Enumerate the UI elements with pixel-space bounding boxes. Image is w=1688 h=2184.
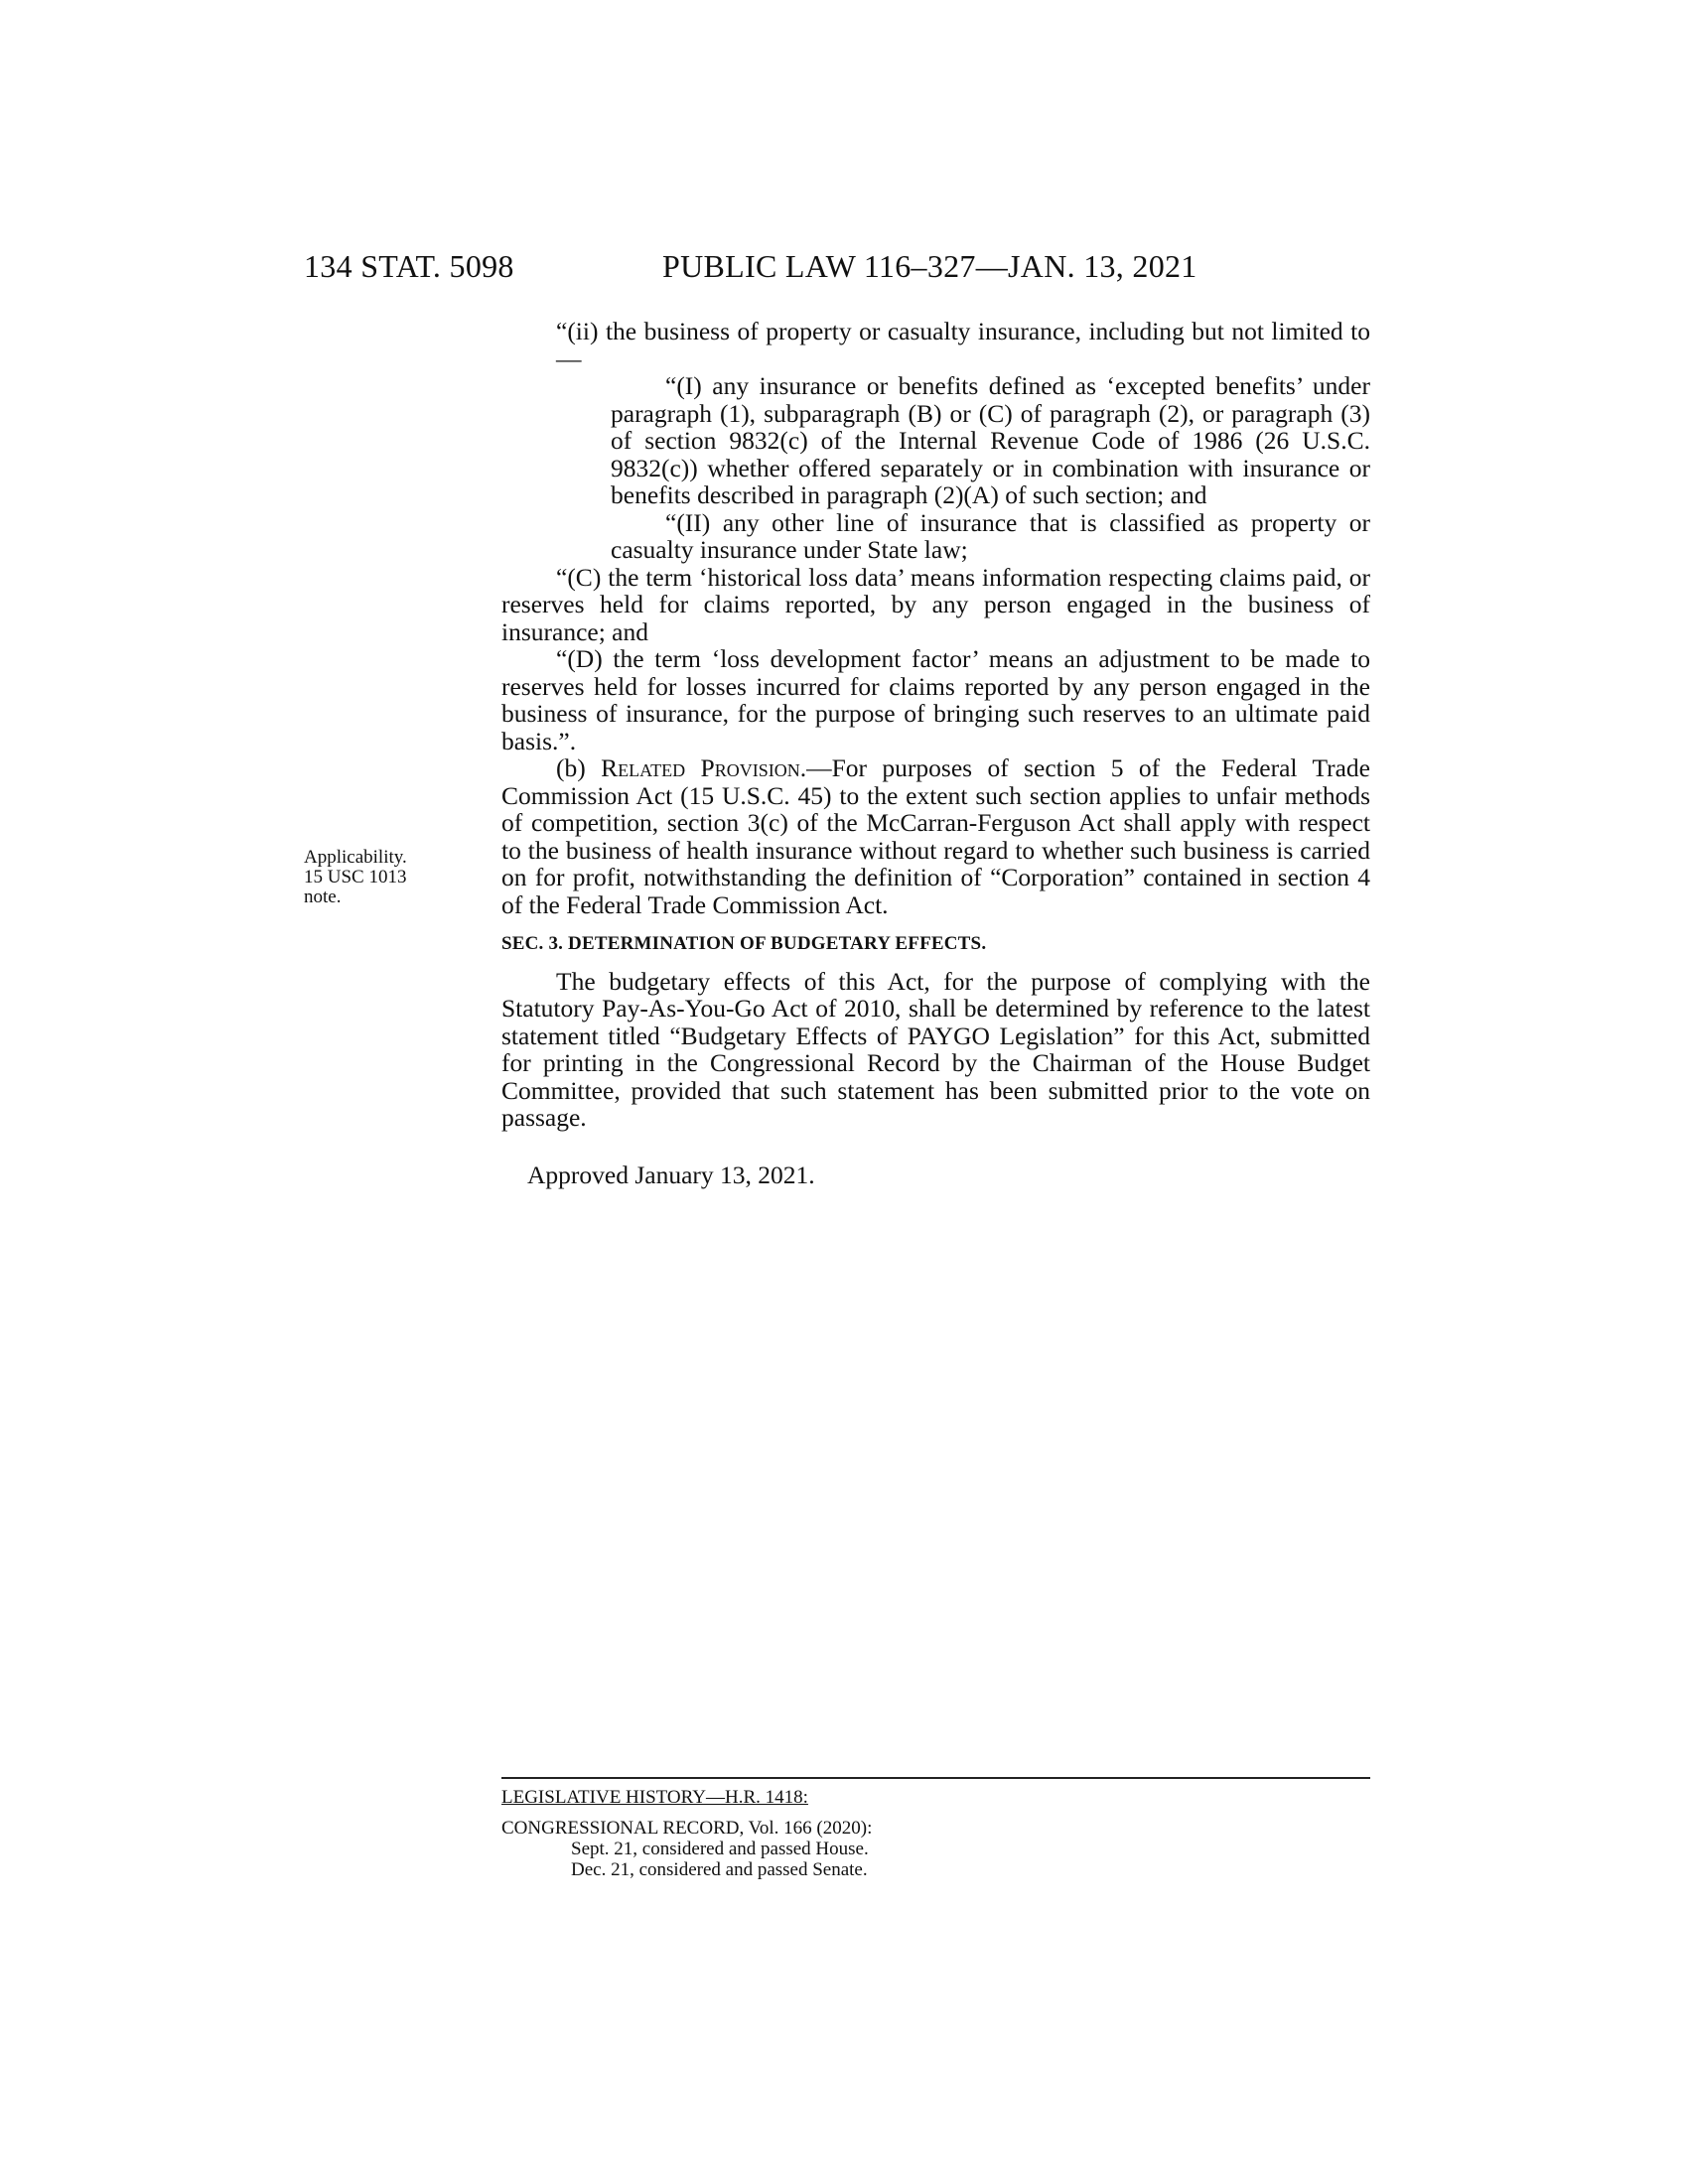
subparagraph-D: “(D) the term ‘loss development factor’ means an adjustment to be made to reserves held for losses incurred for claims reported by any person engaged in the business of insurance, for the purpose of bringing such reserves to an ultimate paid basis.”. — [501, 644, 1370, 755]
legislative-history — [501, 1787, 1370, 1880]
subclause-I: “(I) any insurance or benefits defined as ‘excepted benefits’ under paragraph (1), subparagraph (B) or (C) of paragraph (2), or paragraph (3) of section 9832(c) of the Internal Revenue Code of 1986 (26 U.S.C. 9832(c)) whether offered separately or in combination with insurance or benefits described in paragraph (2)(A) of such section; and — [611, 371, 1370, 509]
history-item: Sept. 21, considered and passed House. — [571, 1839, 869, 1859]
margin-note-line: Applicability. — [304, 847, 407, 868]
body-text — [501, 318, 1370, 1188]
margin-note — [304, 848, 443, 907]
statute-page-number: 134 STAT. 5098 — [304, 248, 514, 284]
section-3-text: The budgetary effects of this Act, for the purpose of complying with the Statutory Pay-As-You-Go Act of 2010, shall be determined by reference to the latest statement titled “Budgetary Effects of PAYGO Legislation” for this Act, submitted for printing in the Congressional Record by the Chairman of the House Budget Committee, provided that such statement has been submitted prior to the vote on passage. — [501, 966, 1370, 1132]
margin-note-line: 15 USC 1013 — [304, 867, 407, 887]
subsection-b — [501, 754, 1370, 918]
clause-ii-text: “(ii) the business of property or casualty insurance, including but not limited to— — [556, 317, 1370, 373]
subsection-b-text: .—For purposes of section 5 of the Federal Trade Commission Act (15 U.S.C. 45) to the extent such section applies to unfair methods of competition, section 3(c) of the McCarran-Ferguson Act shall apply with respect to the business of health insurance without regard to whether such business is carried on for profit, notwithstanding the definition of “Corporation” contained in section 4 of the Federal Trade Commission Act. — [501, 753, 1370, 919]
subsection-b-label: (b) — [556, 753, 602, 782]
page-title: PUBLIC LAW 116–327—JAN. 13, 2021 — [662, 248, 1197, 284]
congressional-record: CONGRESSIONAL RECORD, Vol. 166 (2020): — [501, 1818, 873, 1839]
footer-divider — [501, 1777, 1370, 1779]
subsection-b-heading: Related Provision — [601, 753, 800, 782]
legislative-history-heading: LEGISLATIVE HISTORY—H.R. 1418: — [501, 1787, 808, 1808]
clause-ii — [501, 318, 1370, 372]
section-heading: SEC. 3. DETERMINATION OF BUDGETARY EFFECTS. — [501, 933, 987, 954]
subclause-II: “(II) any other line of insurance that is classified as property or casualty insurance under State law; — [611, 507, 1370, 564]
subparagraph-C: “(C) the term ‘historical loss data’ means information respecting claims paid, or reserves held for claims reported, by any person engaged in the business of insurance; and — [501, 562, 1370, 646]
history-item: Dec. 21, considered and passed Senate. — [571, 1859, 868, 1880]
margin-note-line: note. — [304, 887, 342, 907]
approval-date: Approved January 13, 2021. — [527, 1160, 815, 1189]
